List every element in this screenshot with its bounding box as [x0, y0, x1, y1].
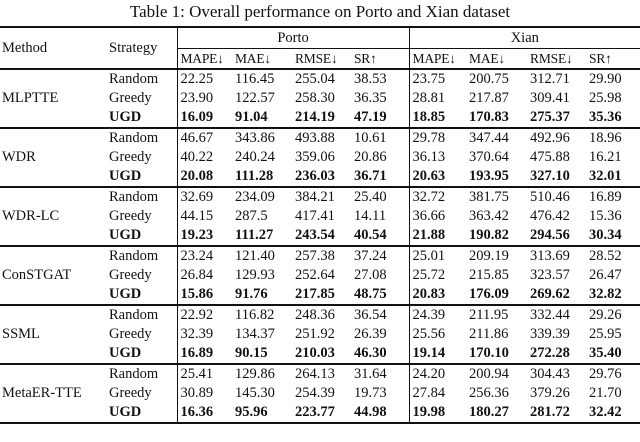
cell-xian-mae: 211.95 — [466, 305, 527, 325]
cell-xian-rmse: 304.43 — [527, 364, 586, 384]
cell-porto-mae: 122.57 — [235, 90, 275, 106]
cell-porto-rmse: 359.06 — [295, 149, 335, 165]
strategy-name: Random — [106, 69, 177, 89]
table-row — [0, 246, 640, 266]
cell-xian-sr: 32.42 — [586, 403, 640, 423]
cell-porto-sr: 26.39 — [351, 325, 409, 344]
cell-xian-rmse: 476.42 — [530, 208, 570, 224]
cell-xian-sr: 25.98 — [589, 90, 622, 106]
cell-porto-mae: 234.09 — [232, 187, 292, 207]
cell-xian-rmse: 313.69 — [527, 246, 586, 266]
method-name: MLPTTE — [2, 90, 59, 106]
strategy-name: UGD — [106, 344, 177, 364]
cell-xian-mae: 200.94 — [466, 364, 527, 384]
cell-porto-mape: 22.92 — [177, 305, 232, 325]
strategy-name: Greedy — [106, 384, 177, 403]
method-name: ConSTGAT — [0, 246, 106, 305]
cell-xian-sr: 28.52 — [586, 246, 640, 266]
cell-porto-sr: 36.71 — [351, 167, 409, 187]
cell-xian-sr: 21.70 — [589, 385, 622, 401]
strategy-name: Greedy — [106, 266, 177, 285]
cell-xian-mape: 25.01 — [409, 246, 466, 266]
cell-porto-rmse: 251.92 — [295, 326, 335, 342]
header-row-datasets — [0, 27, 640, 49]
cell-xian-mape: 25.72 — [412, 267, 446, 283]
cell-porto-mape: 23.24 — [177, 246, 232, 266]
cell-porto-mae: 116.45 — [235, 71, 275, 87]
cell-xian-mape: 32.72 — [409, 187, 466, 207]
table-row — [0, 128, 640, 148]
cell-porto-mape: 32.39 — [180, 326, 214, 342]
cell-xian-mape: 21.88 — [412, 227, 446, 243]
cell-porto-mape: 40.22 — [180, 149, 214, 165]
cell-xian-mape: 28.81 — [412, 90, 446, 106]
performance-table — [0, 26, 640, 424]
cell-porto-mae: 129.86 — [232, 364, 292, 384]
method-name: MetaER-TTE — [0, 364, 106, 423]
cell-porto-rmse: 223.77 — [292, 403, 351, 423]
dataset-header-porto: Porto — [177, 27, 409, 49]
cell-porto-mape: 46.67 — [177, 128, 232, 148]
cell-xian-mape: 20.63 — [412, 168, 446, 184]
cell-porto-mape: 30.89 — [180, 385, 214, 401]
cell-porto-sr: 20.86 — [351, 148, 409, 167]
cell-xian-sr: 29.26 — [586, 305, 640, 325]
metric-header-mae-porto: MAE↓ — [232, 49, 292, 70]
cell-porto-sr: 37.24 — [351, 246, 409, 266]
cell-xian-mape: 24.20 — [409, 364, 466, 384]
cell-xian-rmse: 272.28 — [530, 345, 570, 361]
cell-porto-mape: 16.36 — [177, 403, 232, 423]
cell-xian-mape: 19.98 — [409, 403, 466, 423]
cell-xian-sr: 29.90 — [589, 71, 622, 87]
cell-porto-sr: 38.53 — [351, 69, 409, 89]
dataset-header-xian: Xian — [409, 27, 640, 49]
cell-xian-mae: 217.87 — [469, 90, 509, 106]
cell-xian-rmse: 327.10 — [530, 168, 570, 184]
cell-xian-mae: 190.82 — [469, 227, 509, 243]
cell-porto-mae: 121.40 — [232, 246, 292, 266]
cell-porto-rmse: 217.85 — [295, 286, 335, 302]
strategy-name: Greedy — [106, 325, 177, 344]
cell-porto-rmse: 493.88 — [292, 128, 351, 148]
strategy-name: UGD — [106, 108, 177, 128]
table-row — [0, 69, 640, 89]
metric-header-rmse-porto: RMSE↓ — [292, 49, 351, 70]
cell-xian-sr: 30.34 — [589, 227, 622, 243]
cell-porto-rmse: 258.30 — [295, 90, 335, 106]
cell-porto-rmse: 264.13 — [292, 364, 351, 384]
cell-porto-sr: 47.19 — [351, 108, 409, 128]
cell-porto-mae: 111.27 — [235, 227, 274, 243]
cell-xian-mae: 209.19 — [466, 246, 527, 266]
cell-xian-rmse: 281.72 — [527, 403, 586, 423]
strategy-name: Random — [106, 364, 177, 384]
cell-xian-mae: 370.64 — [469, 149, 509, 165]
cell-porto-mape: 22.25 — [180, 71, 214, 87]
strategy-name: Random — [106, 305, 177, 325]
cell-xian-rmse: 332.44 — [527, 305, 586, 325]
cell-porto-mape: 26.84 — [180, 267, 214, 283]
metric-header-sr-porto: SR↑ — [351, 49, 409, 70]
cell-xian-sr: 15.36 — [589, 208, 622, 224]
cell-xian-rmse: 294.56 — [530, 227, 570, 243]
strategy-name: Random — [106, 187, 177, 207]
cell-xian-sr: 26.47 — [589, 267, 622, 283]
metric-header-mape-xian: MAPE↓ — [409, 49, 466, 70]
cell-xian-sr: 16.89 — [586, 187, 640, 207]
cell-porto-rmse: 257.38 — [292, 246, 351, 266]
cell-xian-mape: 18.85 — [412, 109, 446, 125]
cell-porto-rmse: 417.41 — [295, 208, 335, 224]
cell-xian-mape: 20.83 — [412, 286, 446, 302]
cell-xian-rmse: 269.62 — [530, 286, 570, 302]
cell-porto-mae: 95.96 — [232, 403, 292, 423]
cell-porto-sr: 36.54 — [351, 305, 409, 325]
cell-porto-rmse: 384.21 — [292, 187, 351, 207]
cell-xian-mae: 211.86 — [469, 326, 509, 342]
cell-porto-mae: 111.28 — [235, 168, 274, 184]
cell-porto-rmse: 248.36 — [292, 305, 351, 325]
cell-xian-rmse: 312.71 — [530, 71, 570, 87]
cell-xian-sr: 35.40 — [589, 345, 622, 361]
cell-xian-sr: 25.95 — [589, 326, 622, 342]
cell-porto-mape: 16.09 — [180, 109, 214, 125]
cell-xian-mape: 27.84 — [412, 385, 446, 401]
cell-xian-sr: 16.21 — [589, 149, 622, 165]
cell-porto-rmse: 255.04 — [295, 71, 335, 87]
cell-xian-rmse: 379.26 — [530, 385, 570, 401]
cell-porto-mae: 343.86 — [232, 128, 292, 148]
cell-xian-mae: 170.10 — [469, 345, 509, 361]
cell-porto-sr: 44.98 — [351, 403, 409, 423]
cell-porto-rmse: 210.03 — [295, 345, 335, 361]
table-body — [0, 69, 640, 423]
cell-xian-mae: 363.42 — [469, 208, 509, 224]
strategy-name: Random — [106, 128, 177, 148]
table-caption: Table 1: Overall performance on Porto and Xian dataset — [129, 2, 511, 21]
cell-porto-mape: 15.86 — [180, 286, 214, 302]
strategy-name: Greedy — [106, 148, 177, 167]
cell-porto-sr: 46.30 — [351, 344, 409, 364]
cell-xian-mae: 200.75 — [469, 71, 509, 87]
cell-porto-rmse: 252.64 — [295, 267, 335, 283]
cell-porto-mape: 19.23 — [180, 227, 214, 243]
cell-xian-rmse: 275.37 — [530, 109, 570, 125]
cell-xian-mape: 24.39 — [409, 305, 466, 325]
cell-xian-mae: 176.09 — [469, 286, 509, 302]
method-name: SSML — [0, 305, 106, 364]
cell-porto-rmse: 214.19 — [295, 109, 335, 125]
table-row — [0, 305, 640, 325]
cell-xian-mae: 180.27 — [466, 403, 527, 423]
cell-xian-mape: 29.78 — [409, 128, 466, 148]
cell-xian-mae: 170.83 — [469, 109, 509, 125]
cell-xian-mape: 36.13 — [412, 149, 446, 165]
cell-xian-rmse: 475.88 — [530, 149, 570, 165]
cell-xian-mape: 36.66 — [412, 208, 446, 224]
cell-xian-mae: 215.85 — [469, 267, 509, 283]
cell-xian-rmse: 339.39 — [530, 326, 570, 342]
cell-porto-mae: 129.93 — [235, 267, 275, 283]
metric-header-rmse-xian: RMSE↓ — [527, 49, 586, 70]
strategy-header: Strategy — [106, 27, 177, 69]
cell-xian-rmse: 309.41 — [530, 90, 570, 106]
cell-porto-mape: 20.08 — [180, 168, 214, 184]
cell-xian-mape: 23.75 — [412, 71, 446, 87]
strategy-name: Random — [106, 246, 177, 266]
strategy-name: UGD — [106, 403, 177, 423]
cell-porto-sr: 40.54 — [351, 226, 409, 246]
cell-porto-mae: 90.15 — [235, 345, 268, 361]
table-row — [0, 187, 640, 207]
metric-header-mae-xian: MAE↓ — [466, 49, 527, 70]
cell-xian-rmse: 510.46 — [527, 187, 586, 207]
method-name: WDR-LC — [0, 187, 106, 246]
cell-porto-mae: 145.30 — [235, 385, 275, 401]
cell-porto-sr: 48.75 — [351, 285, 409, 305]
cell-porto-sr: 31.64 — [351, 364, 409, 384]
cell-xian-mae: 381.75 — [466, 187, 527, 207]
cell-porto-mape: 44.15 — [180, 208, 214, 224]
cell-porto-mape: 32.69 — [177, 187, 232, 207]
cell-xian-mape: 25.56 — [412, 326, 446, 342]
cell-xian-sr: 29.76 — [586, 364, 640, 384]
cell-porto-mae: 287.5 — [235, 208, 268, 224]
cell-porto-mae: 240.24 — [235, 149, 275, 165]
cell-xian-sr: 32.82 — [589, 286, 622, 302]
cell-porto-mae: 134.37 — [235, 326, 275, 342]
cell-xian-sr: 18.96 — [586, 128, 640, 148]
method-name: WDR — [0, 128, 106, 187]
cell-porto-sr: 14.11 — [351, 207, 409, 226]
cell-xian-rmse: 492.96 — [527, 128, 586, 148]
table-row — [0, 364, 640, 384]
cell-xian-mae: 193.95 — [469, 168, 509, 184]
strategy-name: UGD — [106, 285, 177, 305]
cell-porto-sr: 36.35 — [351, 89, 409, 108]
strategy-name: Greedy — [106, 207, 177, 226]
cell-xian-sr: 35.36 — [589, 109, 622, 125]
cell-porto-sr: 25.40 — [351, 187, 409, 207]
cell-xian-mape: 19.14 — [412, 345, 446, 361]
cell-porto-sr: 10.61 — [351, 128, 409, 148]
cell-porto-mae: 91.04 — [235, 109, 268, 125]
cell-porto-sr: 27.08 — [351, 266, 409, 285]
cell-xian-sr: 32.01 — [589, 168, 622, 184]
strategy-name: UGD — [106, 226, 177, 246]
cell-porto-rmse: 254.39 — [295, 385, 335, 401]
cell-xian-mae: 256.36 — [469, 385, 509, 401]
method-header: Method — [0, 27, 106, 69]
cell-porto-rmse: 243.54 — [295, 227, 335, 243]
strategy-name: Greedy — [106, 89, 177, 108]
cell-porto-mae: 116.82 — [232, 305, 292, 325]
metric-header-mape-porto: MAPE↓ — [177, 49, 232, 70]
cell-porto-mape: 16.89 — [180, 345, 214, 361]
cell-porto-rmse: 236.03 — [295, 168, 335, 184]
strategy-name: UGD — [106, 167, 177, 187]
metric-header-sr-xian: SR↑ — [586, 49, 640, 70]
cell-porto-mape: 23.90 — [180, 90, 214, 106]
cell-porto-mape: 25.41 — [177, 364, 232, 384]
cell-xian-mae: 347.44 — [466, 128, 527, 148]
cell-porto-mae: 91.76 — [235, 286, 268, 302]
cell-porto-sr: 19.73 — [351, 384, 409, 403]
cell-xian-rmse: 323.57 — [530, 267, 570, 283]
